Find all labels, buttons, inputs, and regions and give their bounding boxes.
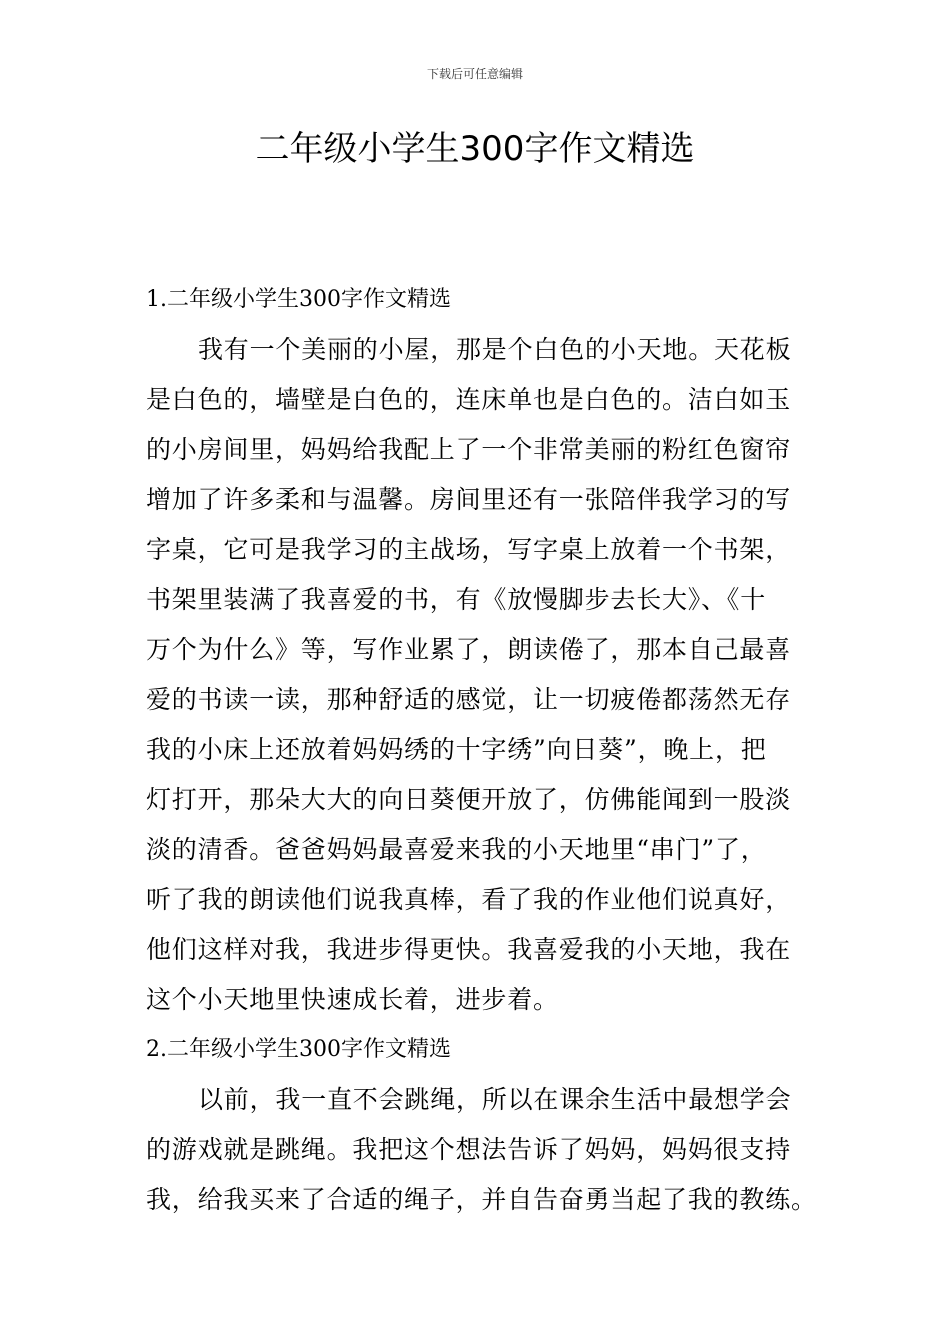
paragraph-line: 爱的书读一读，那种舒适的感觉，让一切疲倦都荡然无存 [146, 685, 792, 714]
document-title: 二年级小学生300字作文精选 [255, 129, 695, 169]
document-body [146, 275, 817, 1225]
paragraph-line: 我有一个美丽的小屋，那是个白色的小天地。天花板 [198, 335, 792, 364]
paragraph-line: 他们这样对我，我进步得更快。我喜爱我的小天地，我在 [146, 935, 792, 964]
paragraph-line: 以前，我一直不会跳绳，所以在课余生活中最想学会 [198, 1085, 792, 1114]
header-note: 下载后可任意编辑 [426, 67, 523, 81]
section-heading: 1.二年级小学生300字作文精选 [146, 287, 451, 312]
section-heading: 2.二年级小学生300字作文精选 [146, 1037, 451, 1062]
paragraph [146, 325, 810, 1025]
paragraph-line: 万个为什么》等，写作业累了，朗读倦了，那本自己最喜 [146, 635, 792, 664]
paragraph-line: 我，给我买来了合适的绳子，并自告奋勇当起了我的教练。 [146, 1185, 817, 1214]
paragraph-line: 的小房间里，妈妈给我配上了一个非常美丽的粉红色窗帘 [146, 435, 792, 464]
paragraph-line: 书架里装满了我喜爱的书，有《放慢脚步去长大》、《十 [146, 585, 767, 614]
section-1 [146, 275, 810, 1025]
paragraph-line: 这个小天地里快速成长着，进步着。 [146, 985, 559, 1014]
section-2 [146, 1025, 817, 1225]
paragraph-line: 字桌，它可是我学习的主战场，写字桌上放着一个书架， [146, 535, 792, 564]
paragraph-line: 灯打开，那朵大大的向日葵便开放了，仿佛能闻到一股淡 [146, 785, 792, 814]
paragraph-line: 增加了许多柔和与温馨。房间里还有一张陪伴我学习的写 [146, 485, 792, 514]
paragraph-line: 的游戏就是跳绳。我把这个想法告诉了妈妈，妈妈很支持 [146, 1135, 792, 1164]
paragraph-line: 淡的清香。爸爸妈妈最喜爱来我的小天地里“串门”了， [146, 835, 767, 864]
paragraph-line: 是白色的，墙壁是白色的，连床单也是白色的。洁白如玉 [146, 385, 792, 414]
paragraph-line: 我的小床上还放着妈妈绣的十字绣”向日葵”，晚上，把 [146, 735, 767, 764]
paragraph-line: 听了我的朗读他们说我真棒，看了我的作业他们说真好， [146, 885, 792, 914]
paragraph [146, 1075, 817, 1225]
